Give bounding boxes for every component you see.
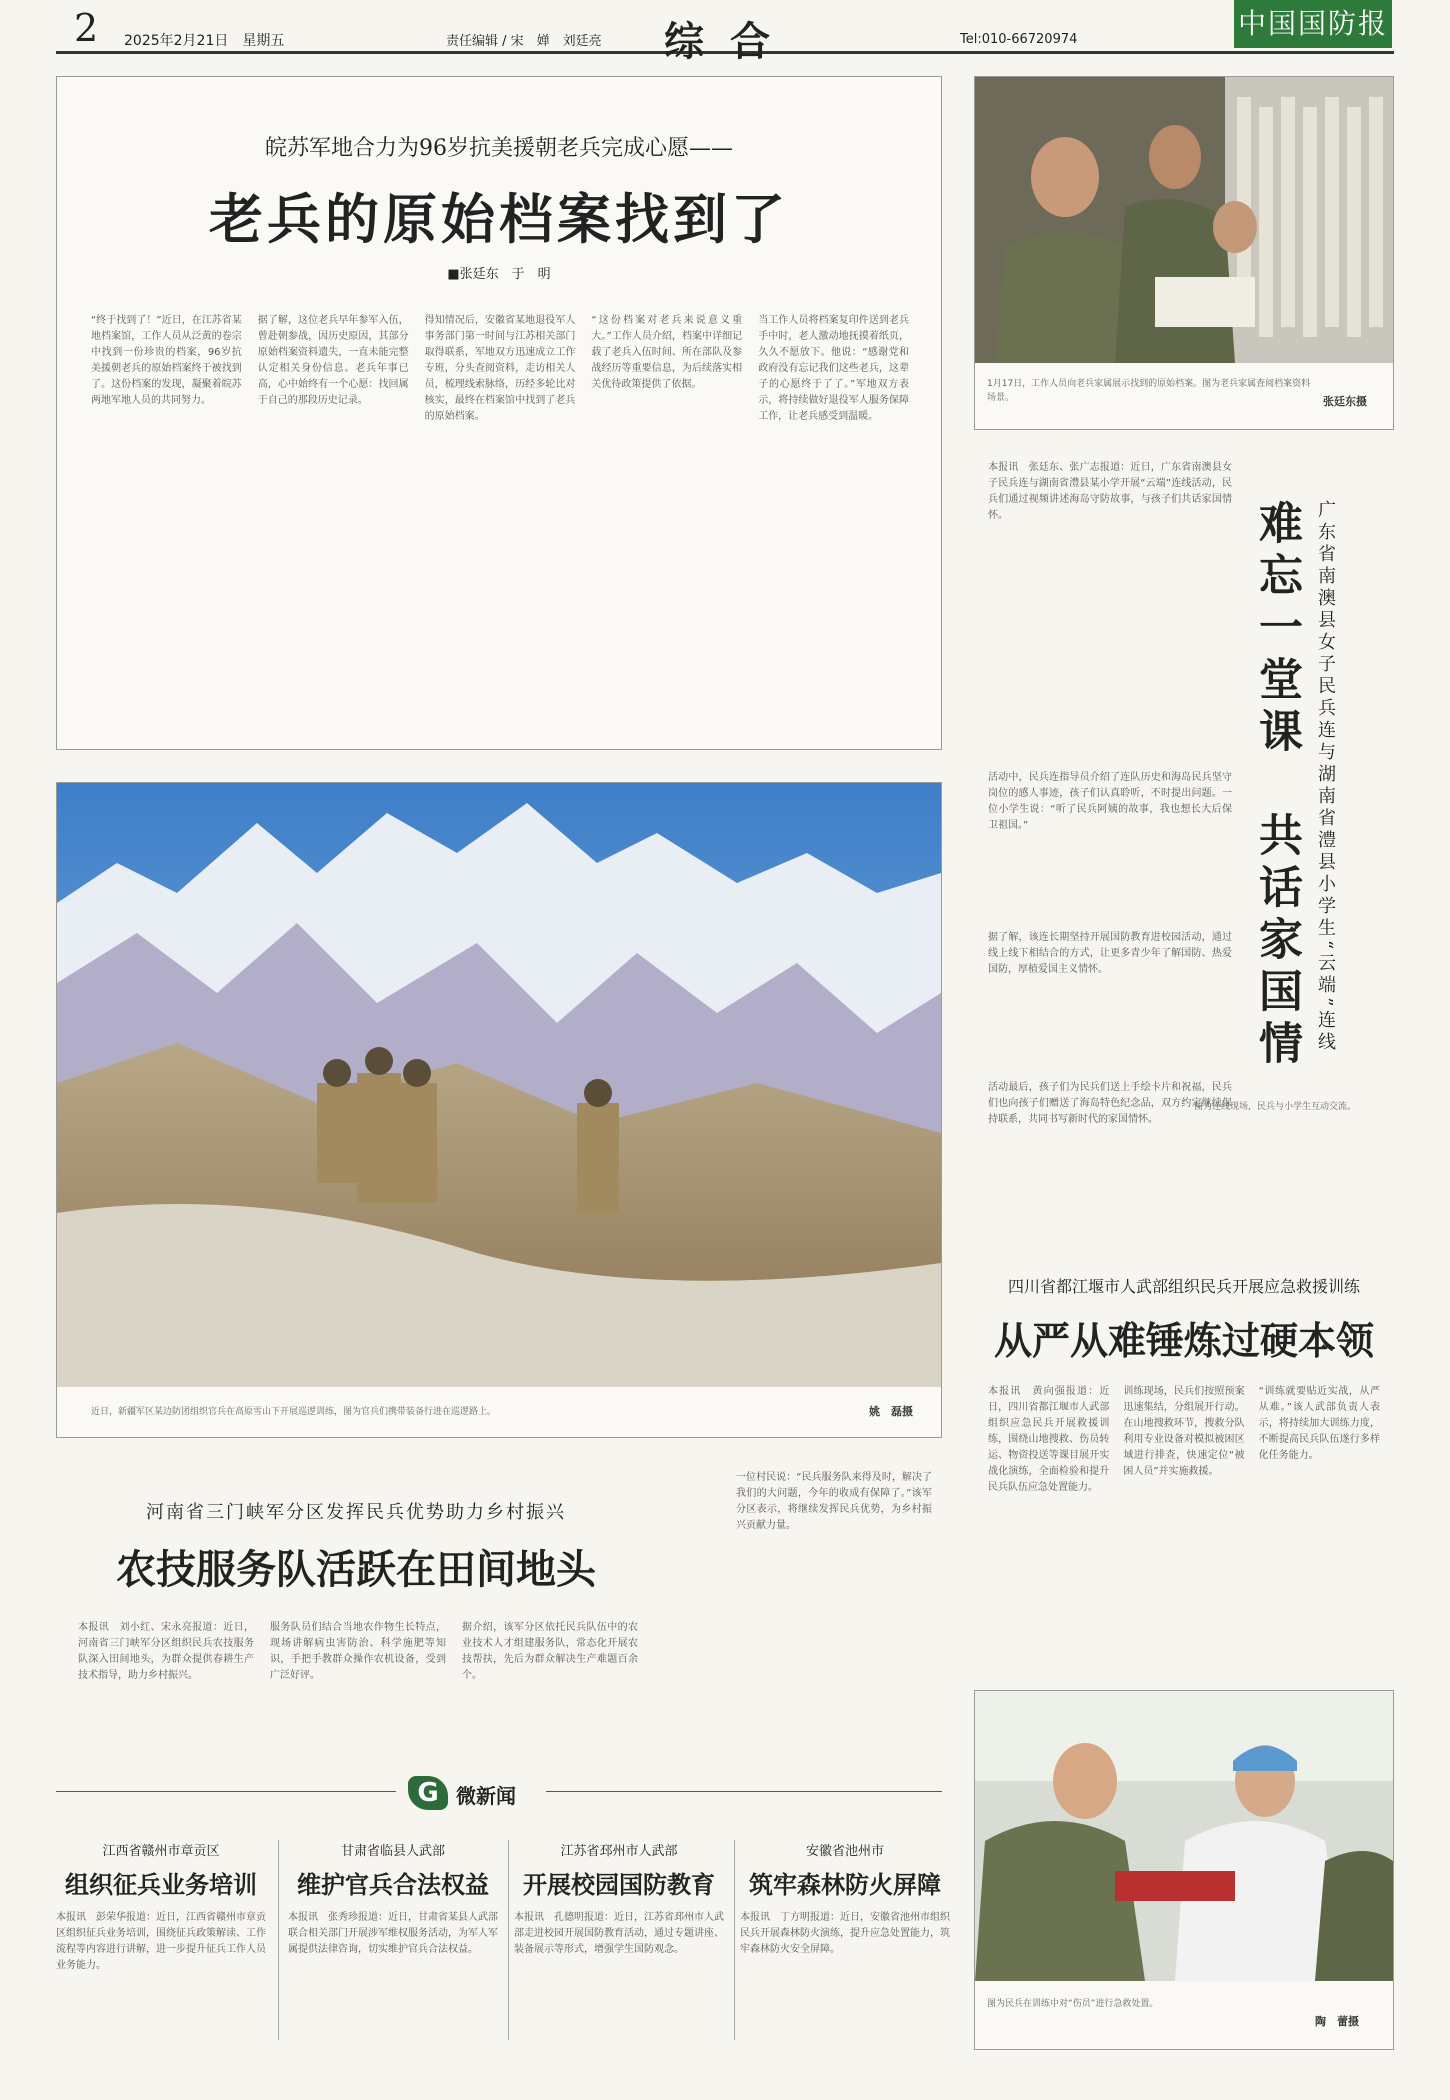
article3-col: “训练就要贴近实战，从严从难。”该人武部负责人表示，将持续加大训练力度，不断提高民兵队伍遂行多样化任务能力。: [1258, 1386, 1380, 1461]
photo3-credit: 陶 蕾摄: [1315, 2015, 1359, 2028]
photo-first-aid: [975, 1691, 1393, 1981]
mountain-photo-box: [56, 782, 942, 1438]
micro-kicker: 江西省赣州市章贡区: [102, 1844, 220, 1859]
micro-headline: 组织征兵业务培训: [65, 1870, 257, 1899]
mountain-credit: 姚 磊摄: [869, 1405, 913, 1418]
article4-col: 一位村民说：“民兵服务队来得及时，解决了我们的大问题，今年的收成有保障了。”该军分区表示，将继续发挥民兵优势，为乡村振兴贡献力量。: [736, 1472, 932, 1531]
micro-news-item: [514, 1840, 724, 2030]
photo-first-aid-image: [975, 1691, 1393, 1981]
article1-col: 得知情况后，安徽省某地退役军人事务部门第一时间与江苏相关部门取得联系，军地双方迅速成立工作专班，分头查阅资料，走访相关人员，梳理线索脉络，历经多轮比对核实，最终在档案馆中找到了老兵的原始档案。: [424, 315, 576, 422]
micro-divider: [278, 1840, 279, 2040]
photo3-caption: 图为民兵在训练中对“伤员”进行急救处置。: [987, 1999, 1159, 2009]
micro-news-rule-left: [56, 1791, 396, 1792]
article1-headline: 老兵的原始档案找到了: [209, 187, 789, 251]
article3-body: [988, 1384, 1380, 1634]
article1-kicker: 皖苏军地合力为96岁抗美援朝老兵完成心愿——: [265, 136, 733, 161]
article4-col: 据介绍，该军分区依托民兵队伍中的农业技术人才组建服务队，常态化开展农技帮扶，先后为群众解决生产难题百余个。: [462, 1622, 638, 1681]
micro-kicker: 江苏省邳州市人武部: [560, 1844, 678, 1859]
telephone: Tel:010-66720974: [960, 32, 1078, 47]
article2-subtitle: 广东省南澳县女子民兵连与湖南省澧县小学生“云端”连线: [1315, 500, 1336, 1055]
photo-mountain-patrol-image: [57, 783, 941, 1387]
article1-byline: ■张廷东 于 明: [447, 267, 551, 282]
micro-headline: 维护官兵合法权益: [297, 1870, 489, 1899]
micro-news-item: [288, 1840, 498, 2030]
photo-archive-review: [975, 77, 1393, 363]
section-title: 综合: [664, 18, 796, 65]
micro-headline: 筑牢森林防火屏障: [749, 1870, 941, 1899]
article4-kicker: 河南省三门峡军分区发挥民兵优势助力乡村振兴: [146, 1502, 566, 1523]
article-cloud-class: [974, 460, 1394, 1220]
article1-col: 据了解，这位老兵早年参军入伍，曾赴朝参战，因历史原因，其部分原始档案资料遗失，一直未能完整认定相关身份信息。老兵年事已高，心中始终有一个心愿：找回属于自己的那段历史记录。: [257, 315, 409, 406]
micro-news-item: [56, 1840, 266, 2030]
photo-archive-review-image: [975, 77, 1393, 363]
photo3-box: [974, 1690, 1394, 2050]
micro-body: 本报讯 孔德明报道：近日，江苏省邳州市人武部走进校园开展国防教育活动，通过专题讲座、装备展示等形式，增强学生国防观念。: [514, 1912, 724, 1955]
micro-divider: [508, 1840, 509, 2040]
photo1-credit: 张廷东摄: [1323, 395, 1367, 408]
article1-col: 当工作人员将档案复印件送到老兵手中时，老人激动地抚摸着纸页，久久不愿放下。他说：“感谢党和政府没有忘记我们这些老兵，这辈子的心愿终于了了。”军地双方表示，将持续做好退役军人服务保障工作，让老兵感受到温暖。: [758, 315, 909, 422]
article-farm-service: [56, 1470, 942, 1750]
article4-headline: 农技服务队活跃在田间地头: [116, 1546, 596, 1593]
micro-news-header: [56, 1776, 942, 1806]
micro-body: 本报讯 张秀珍报道：近日，甘肃省某县人武部联合相关部门开展涉军维权服务活动，为军人军属提供法律咨询，切实维护官兵合法权益。: [288, 1912, 498, 1955]
article4-col: 服务队员们结合当地农作物生长特点，现场讲解病虫害防治、科学施肥等知识，手把手教群众操作农机设备，受到广泛好评。: [270, 1622, 446, 1681]
article3-col: 本报讯 黄向强报道：近日，四川省都江堰市人武部组织应急民兵开展救援训练，围绕山地搜救、伤员转运、物资投送等课目展开实战化演练，全面检验和提升民兵队伍应急处置能力。: [988, 1386, 1110, 1493]
micro-kicker: 安徽省池州市: [805, 1844, 884, 1859]
article3-headline: 从严从难锤炼过硬本领: [993, 1318, 1374, 1363]
micro-kicker: 甘肃省临县人武部: [340, 1844, 445, 1859]
micro-news-item: [740, 1840, 950, 2030]
article2-col: 活动最后，孩子们为民兵们送上手绘卡片和祝福，民兵们也向孩子们赠送了海岛特色纪念品，双方约定继续保持联系，共同书写新时代的家国情怀。: [988, 1082, 1232, 1125]
article4-body: [78, 1620, 638, 1740]
photo1-caption: 1月17日，工作人员向老兵家属展示找到的原始档案。图为老兵家属查阅档案资料场景。: [987, 379, 1311, 403]
article2-photo-caption: 图为连线现场，民兵与小学生互动交流。: [1194, 1102, 1357, 1112]
article1-col: “这份档案对老兵来说意义重大。”工作人员介绍，档案中详细记载了老兵入伍时间、所在部队及参战经历等重要信息，为后续落实相关优待政策提供了依据。: [591, 315, 743, 390]
micro-body: 本报讯 丁方明报道：近日，安徽省池州市组织民兵开展森林防火演练，提升应急处置能力，筑牢森林防火安全屏障。: [740, 1912, 950, 1955]
issue-date: 2025年2月21日 星期五: [124, 33, 285, 49]
photo1-box: [974, 76, 1394, 430]
article3-col: 训练现场，民兵们按照预案迅速集结，分组展开行动。在山地搜救环节，搜救分队利用专业设备对模拟被困区域进行排查，快速定位“被困人员”并实施救援。: [1123, 1386, 1245, 1477]
article-emergency-training: [974, 1260, 1394, 1680]
mountain-caption: 近日，新疆军区某边防团组织官兵在高原雪山下开展巡逻训练，图为官兵们携带装备行进在巡逻路上。: [91, 1407, 497, 1417]
micro-headline: 开展校园国防教育: [523, 1870, 715, 1899]
article2-col: 活动中，民兵连指导员介绍了连队历史和海岛民兵坚守岗位的感人事迹，孩子们认真聆听，不时提出问题。一位小学生说：“听了民兵阿姨的故事，我也想长大后保卫祖国。”: [988, 772, 1232, 831]
article2-col: 本报讯 张廷东、张广志报道：近日，广东省南澳县女子民兵连与湖南省澧县某小学开展“云端”连线活动，民兵们通过视频讲述海岛守防故事，与孩子们共话家国情怀。: [988, 462, 1232, 521]
micro-news-title: 微新闻: [456, 1784, 516, 1808]
article2-col: 据了解，该连长期坚持开展国防教育进校园活动，通过线上线下相结合的方式，让更多青少年了解国防、热爱国防，厚植爱国主义情怀。: [988, 932, 1232, 975]
photo-mountain-patrol: [57, 783, 941, 1387]
article1-body: [91, 313, 909, 737]
article-veteran-archive: [56, 76, 942, 750]
newspaper-logo: 中国国防报: [1234, 0, 1392, 48]
editors: 责任编辑 / 宋 婵 刘廷亮: [446, 34, 602, 49]
article1-col: “终于找到了！”近日，在江苏省某地档案馆，工作人员从泛黄的卷宗中找到一份珍贵的档案，96岁抗美援朝老兵的原始档案终于被找到了。这份档案的发现，凝聚着皖苏两地军地人员的共同努力。: [91, 315, 242, 406]
article2-title: 难忘一堂课 共话家国情: [1251, 500, 1302, 1072]
micro-body: 本报讯 彭荣华报道：近日，江西省赣州市章贡区组织征兵业务培训，围绕征兵政策解读、工作流程等内容进行讲解，进一步提升征兵工作人员业务能力。: [56, 1912, 266, 1971]
page-number: 2: [74, 6, 99, 50]
micro-news-rule-right: [546, 1791, 942, 1792]
micro-news-logo-icon: G: [408, 1776, 448, 1810]
micro-divider: [734, 1840, 735, 2040]
masthead: [56, 6, 1394, 65]
article4-col: 本报讯 刘小红、宋永亮报道：近日，河南省三门峡军分区组织民兵农技服务队深入田间地头，为群众提供春耕生产技术指导，助力乡村振兴。: [78, 1622, 254, 1681]
article3-kicker: 四川省都江堰市人武部组织民兵开展应急救援训练: [1007, 1277, 1360, 1296]
